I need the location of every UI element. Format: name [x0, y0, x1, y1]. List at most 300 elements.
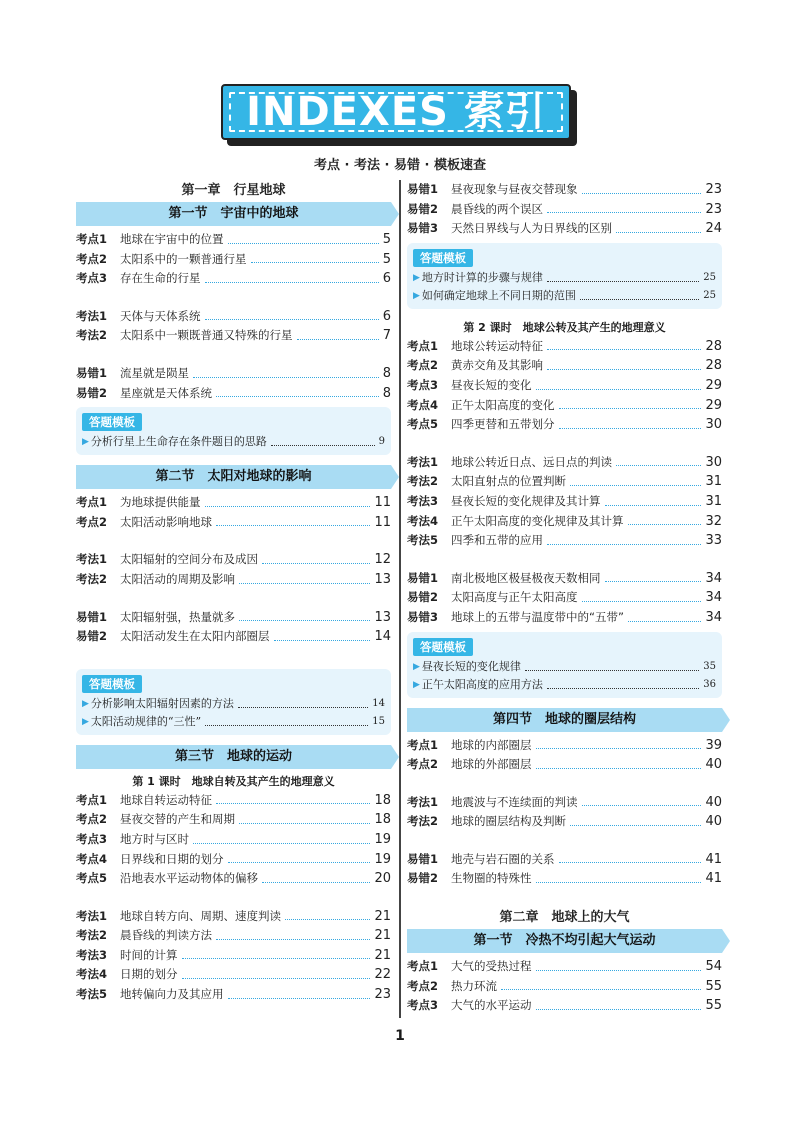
entry-page: 54 — [705, 959, 722, 975]
entry-title: 太阳高度与正午太阳高度 — [451, 590, 578, 605]
entry-title: 为地球提供能量 — [120, 495, 201, 510]
entry-code: 易错3 — [407, 609, 439, 624]
dot-leader — [628, 524, 702, 525]
entry-code: 考法1 — [76, 552, 108, 567]
entry-page: 8 — [382, 385, 391, 401]
dot-leader — [570, 825, 701, 826]
entry-title: 黄赤交角及其影响 — [451, 358, 543, 373]
index-entry[interactable] — [76, 946, 391, 966]
index-entry[interactable] — [76, 869, 391, 889]
entry-page: 6 — [382, 308, 391, 324]
index-entry[interactable] — [407, 588, 722, 608]
spacer — [407, 832, 722, 850]
template-entry[interactable] — [413, 269, 716, 287]
triangle-bullet-icon: ▶ — [82, 716, 89, 727]
index-entry[interactable] — [407, 396, 722, 416]
index-subtitle: 考点 · 考法 · 易错 · 模板速查 — [314, 158, 486, 173]
entry-title: 太阳系中的一颗普通行星 — [120, 251, 247, 266]
index-entry[interactable] — [76, 326, 391, 346]
entry-title: 晨昏线的判读方法 — [120, 928, 212, 943]
index-entry[interactable] — [76, 513, 391, 533]
entry-page: 41 — [705, 871, 722, 887]
dot-leader — [570, 485, 701, 486]
section-heading: 第三节 地球的运动 — [76, 745, 391, 769]
answer-template-box — [407, 632, 722, 698]
entry-code: 考点4 — [407, 397, 439, 412]
entry-code: 考法2 — [76, 571, 108, 586]
dot-leader — [205, 282, 379, 283]
banner-title: INDEXES 索引 — [246, 89, 546, 135]
dot-leader — [536, 882, 702, 883]
entry-code: 考点2 — [407, 358, 439, 373]
entry-page: 23 — [705, 182, 722, 197]
index-entry[interactable] — [407, 608, 722, 628]
entry-page: 28 — [705, 358, 722, 374]
template-entry-title: 太阳活动规律的“三性” — [90, 714, 202, 728]
template-entry[interactable] — [413, 287, 716, 305]
banner-box — [221, 84, 571, 140]
dot-leader — [582, 601, 702, 602]
chapter-heading: 第一章 行星地球 — [181, 183, 286, 198]
index-entry[interactable] — [76, 965, 391, 985]
template-entry-page: 15 — [372, 715, 385, 727]
entry-code: 易错1 — [407, 182, 439, 196]
entry-code: 考点2 — [76, 812, 108, 827]
dot-leader — [580, 299, 699, 300]
entry-title: 沿地表水平运动物体的偏移 — [120, 871, 258, 886]
index-entry[interactable] — [407, 356, 722, 376]
entry-page: 40 — [705, 814, 722, 830]
entry-page: 11 — [374, 514, 391, 530]
dot-leader — [559, 862, 702, 863]
entry-title: 存在生命的行星 — [120, 271, 201, 286]
index-entry[interactable] — [76, 493, 391, 513]
entry-title: 正午太阳高度的变化 — [451, 397, 555, 412]
entry-title: 地壳与岩石圈的关系 — [451, 851, 555, 866]
dot-leader — [536, 768, 702, 769]
index-entry[interactable] — [407, 736, 722, 756]
index-entry[interactable] — [76, 850, 391, 870]
index-entry[interactable] — [407, 996, 722, 1016]
entry-page: 13 — [374, 609, 391, 625]
entry-title: 太阳辐射强，热量就多 — [120, 609, 235, 624]
entry-page: 28 — [705, 338, 722, 354]
dot-leader — [536, 970, 702, 971]
entry-code: 考法1 — [76, 308, 108, 323]
template-entry-title: 昼夜长短的变化规律 — [421, 659, 521, 673]
template-entry-page: 14 — [372, 697, 385, 709]
dot-leader — [216, 939, 370, 940]
entry-title: 太阳活动发生在太阳内部圈层 — [120, 629, 270, 644]
entry-title: 太阳活动的周期及影响 — [120, 571, 235, 586]
spacer — [76, 735, 391, 745]
entry-page: 22 — [374, 967, 391, 983]
entry-title: 昼夜长短的变化规律及其计算 — [451, 493, 601, 508]
index-entry[interactable] — [407, 415, 722, 435]
entry-page: 34 — [705, 570, 722, 586]
spacer — [76, 889, 391, 907]
dot-leader — [547, 369, 701, 370]
dot-leader — [216, 396, 379, 397]
template-entry[interactable] — [413, 658, 716, 676]
index-entry[interactable] — [407, 492, 722, 512]
dot-leader — [228, 998, 371, 999]
triangle-bullet-icon: ▶ — [82, 698, 89, 709]
index-entry[interactable] — [407, 957, 722, 977]
dot-leader — [297, 339, 379, 340]
answer-template-box — [76, 407, 391, 455]
template-entry-title: 正午太阳高度的应用方法 — [421, 677, 543, 691]
entry-page: 55 — [705, 978, 722, 994]
entry-page: 5 — [382, 232, 391, 247]
entry-title: 太阳活动影响地球 — [120, 514, 212, 529]
entry-code: 易错1 — [76, 609, 108, 624]
section-heading: 第四节 地球的圈层结构 — [407, 708, 722, 732]
entry-page: 55 — [705, 998, 722, 1014]
triangle-bullet-icon: ▶ — [413, 679, 420, 690]
entry-page: 29 — [705, 397, 722, 413]
template-entry[interactable] — [82, 713, 385, 731]
entry-code: 考点2 — [407, 978, 439, 993]
answer-template-box — [76, 669, 391, 735]
dot-leader — [547, 212, 701, 213]
template-entry[interactable] — [82, 433, 385, 451]
dot-leader — [239, 620, 370, 621]
entry-page: 29 — [705, 377, 722, 393]
entry-page: 21 — [374, 928, 391, 944]
index-entry[interactable] — [407, 569, 722, 589]
entry-page: 24 — [705, 221, 722, 237]
dot-leader — [216, 803, 370, 804]
index-entry[interactable] — [76, 791, 391, 811]
entry-page: 21 — [374, 908, 391, 924]
template-entry-title: 如何确定地球上不同日期的范围 — [421, 288, 576, 302]
dot-leader — [605, 581, 702, 582]
entry-title: 地球自转运动特征 — [120, 792, 212, 807]
index-entry[interactable] — [407, 812, 722, 832]
entry-page: 40 — [705, 794, 722, 810]
entry-code: 考法5 — [76, 987, 108, 1002]
entry-code: 考法2 — [407, 814, 439, 829]
entry-code: 考点1 — [76, 495, 108, 510]
entry-title: 正午太阳高度的变化规律及其计算 — [451, 513, 624, 528]
entry-page: 31 — [705, 474, 722, 490]
entry-page: 11 — [374, 495, 391, 511]
spacer — [407, 309, 722, 319]
entry-code: 易错2 — [76, 629, 108, 644]
dot-leader — [238, 707, 368, 708]
entry-page: 19 — [374, 851, 391, 867]
entry-page: 5 — [382, 251, 391, 267]
index-entry[interactable] — [407, 531, 722, 551]
entry-page: 7 — [382, 328, 391, 344]
entry-title: 地方时与区时 — [120, 831, 189, 846]
index-entry[interactable] — [407, 180, 722, 200]
entry-title: 太阳直射点的位置判断 — [451, 474, 566, 489]
dot-leader — [216, 525, 370, 526]
dot-leader — [582, 193, 702, 194]
entry-code: 考法1 — [407, 794, 439, 809]
dot-leader — [536, 389, 702, 390]
index-entry[interactable] — [76, 269, 391, 289]
entry-code: 考法3 — [407, 493, 439, 508]
entry-code: 考点1 — [76, 232, 108, 246]
index-entry[interactable] — [76, 985, 391, 1005]
index-entry[interactable] — [407, 219, 722, 239]
entry-page: 13 — [374, 571, 391, 587]
entry-page: 32 — [705, 513, 722, 529]
entry-page: 23 — [705, 201, 722, 217]
entry-title: 昼夜现象与昼夜交替现象 — [451, 182, 578, 196]
entry-page: 18 — [374, 792, 391, 808]
entry-code: 易错1 — [407, 570, 439, 585]
entry-page: 40 — [705, 757, 722, 773]
template-entry-page: 35 — [703, 660, 716, 672]
section-heading: 第二节 太阳对地球的影响 — [76, 465, 391, 489]
entry-code: 考法2 — [76, 928, 108, 943]
spacer — [76, 455, 391, 465]
entry-title: 地震波与不连续面的判读 — [451, 794, 578, 809]
spacer — [407, 698, 722, 708]
entry-code: 考点5 — [407, 417, 439, 432]
entry-title: 地球公转近日点、远日点的判读 — [451, 454, 612, 469]
dot-leader — [228, 243, 379, 244]
entry-code: 考法2 — [407, 474, 439, 489]
entry-code: 考法1 — [407, 454, 439, 469]
dot-leader — [547, 544, 701, 545]
dot-leader — [205, 506, 371, 507]
template-entry-page: 9 — [378, 436, 385, 448]
entry-page: 18 — [374, 812, 391, 828]
page-number: 1 — [395, 1028, 405, 1044]
entry-code: 易错2 — [407, 590, 439, 605]
index-entry[interactable] — [76, 627, 391, 647]
entry-code: 考点1 — [407, 338, 439, 353]
spacer — [407, 435, 722, 453]
entry-code: 考法2 — [76, 328, 108, 343]
entry-title: 昼夜长短的变化 — [451, 377, 532, 392]
triangle-bullet-icon: ▶ — [82, 437, 89, 448]
entry-code: 考法3 — [76, 947, 108, 962]
entry-title: 四季和五带的应用 — [451, 533, 543, 548]
entry-code: 考点2 — [76, 514, 108, 529]
entry-title: 太阳辐射的空间分布及成因 — [120, 552, 258, 567]
index-banner — [221, 84, 579, 148]
dot-leader — [501, 989, 701, 990]
entry-code: 考点1 — [407, 959, 439, 974]
index-entry[interactable] — [76, 810, 391, 830]
entry-page: 23 — [374, 987, 391, 1003]
index-entry[interactable] — [407, 977, 722, 997]
dot-leader — [605, 505, 702, 506]
dot-leader — [205, 725, 368, 726]
left-column — [76, 180, 391, 1005]
entry-code: 考点3 — [407, 998, 439, 1013]
entry-code: 考点2 — [76, 251, 108, 266]
dot-leader — [205, 319, 379, 320]
answer-template-tag: 答题模板 — [413, 638, 473, 656]
entry-page: 19 — [374, 831, 391, 847]
index-entry[interactable] — [76, 830, 391, 850]
entry-page: 21 — [374, 947, 391, 963]
index-entry[interactable] — [76, 608, 391, 628]
index-entry[interactable] — [76, 230, 391, 250]
index-entry[interactable] — [407, 512, 722, 532]
entry-title: 太阳系中一颗既普通又特殊的行星 — [120, 328, 293, 343]
section-heading: 第一节 宇宙中的地球 — [76, 202, 391, 226]
triangle-bullet-icon: ▶ — [413, 272, 420, 283]
entry-code: 考点2 — [407, 757, 439, 772]
spacer — [407, 551, 722, 569]
dot-leader — [628, 621, 702, 622]
entry-title: 时间的计算 — [120, 947, 178, 962]
dot-leader — [582, 805, 702, 806]
spacer — [76, 532, 391, 550]
index-entry[interactable] — [407, 376, 722, 396]
entry-code: 易错2 — [407, 201, 439, 216]
entry-title: 地球公转运动特征 — [451, 338, 543, 353]
entry-code: 考点3 — [407, 377, 439, 392]
entry-title: 四季更替和五带划分 — [451, 417, 555, 432]
dot-leader — [525, 670, 699, 671]
entry-title: 热力环流 — [451, 978, 497, 993]
entry-title: 地球自转方向、周期、速度判读 — [120, 908, 281, 923]
entry-title: 大气的受热过程 — [451, 959, 532, 974]
index-entry[interactable] — [407, 453, 722, 473]
entry-code: 易错2 — [407, 871, 439, 886]
dot-leader — [559, 408, 702, 409]
entry-page: 30 — [705, 417, 722, 433]
dot-leader — [274, 640, 371, 641]
entry-page: 39 — [705, 737, 722, 753]
spacer — [407, 775, 722, 793]
dot-leader — [616, 465, 701, 466]
dot-leader — [616, 232, 701, 233]
dot-leader — [536, 748, 702, 749]
entry-code: 考点1 — [407, 737, 439, 752]
section-heading: 第一节 冷热不均引起大气运动 — [407, 929, 722, 953]
entry-page: 34 — [705, 609, 722, 625]
dot-leader — [239, 823, 370, 824]
entry-title: 日期的划分 — [120, 967, 178, 982]
template-entry-page: 36 — [703, 678, 716, 690]
index-entry[interactable] — [407, 337, 722, 357]
template-entry[interactable] — [82, 695, 385, 713]
template-entry-title: 地方时计算的步骤与规律 — [421, 270, 543, 284]
chapter-heading: 第二章 地球上的大气 — [499, 910, 630, 926]
dot-leader — [228, 862, 371, 863]
answer-template-tag: 答题模板 — [82, 675, 142, 693]
entry-title: 生物圈的特殊性 — [451, 871, 532, 886]
entry-title: 天然日界线与人为日界线的区别 — [451, 221, 612, 236]
index-entry[interactable] — [407, 200, 722, 220]
entry-code: 易错1 — [407, 851, 439, 866]
entry-code: 考点3 — [76, 831, 108, 846]
entry-code: 考点3 — [76, 271, 108, 286]
entry-code: 考点4 — [76, 851, 108, 866]
dot-leader — [271, 445, 375, 446]
entry-title: 地球的内部圈层 — [451, 737, 532, 752]
entry-title: 日界线和日期的划分 — [120, 851, 224, 866]
entry-code: 考法4 — [407, 513, 439, 528]
dot-leader — [547, 688, 699, 689]
index-entry[interactable] — [407, 793, 722, 813]
index-entry[interactable] — [76, 907, 391, 927]
entry-code: 考法4 — [76, 967, 108, 982]
template-entry-title: 分析行星上生命存在条件题目的思路 — [90, 435, 267, 449]
template-entry[interactable] — [413, 676, 716, 694]
entry-title: 地转偏向力及其应用 — [120, 987, 224, 1002]
dot-leader — [262, 882, 370, 883]
entry-title: 流星就是陨星 — [120, 365, 189, 380]
dot-leader — [193, 377, 379, 378]
lesson-heading: 第 2 课时 地球公转及其产生的地理意义 — [463, 320, 666, 334]
entry-title: 晨昏线的两个误区 — [451, 201, 543, 216]
entry-code: 易错1 — [76, 365, 108, 380]
dot-leader — [251, 262, 379, 263]
spacer — [76, 289, 391, 307]
entry-page: 6 — [382, 271, 391, 287]
index-entry[interactable] — [76, 364, 391, 384]
entry-page: 41 — [705, 851, 722, 867]
entry-page: 12 — [374, 552, 391, 568]
dot-leader — [182, 958, 371, 959]
answer-template-box — [407, 243, 722, 309]
template-entry-page: 25 — [703, 271, 716, 283]
index-entry[interactable] — [407, 869, 722, 889]
index-entry[interactable] — [407, 472, 722, 492]
entry-title: 地球上的五带与温度带中的“五带” — [451, 609, 624, 624]
entry-title: 地球的圈层结构及判断 — [451, 814, 566, 829]
spacer — [76, 590, 391, 608]
spacer — [76, 346, 391, 364]
answer-template-tag: 答题模板 — [82, 413, 142, 431]
entry-title: 天体与天体系统 — [120, 308, 201, 323]
entry-title: 南北极地区极昼极夜天数相同 — [451, 570, 601, 585]
entry-code: 考法5 — [407, 533, 439, 548]
index-entry[interactable] — [76, 550, 391, 570]
index-entry[interactable] — [76, 250, 391, 270]
entry-title: 大气的水平运动 — [451, 998, 532, 1013]
index-entry[interactable] — [76, 570, 391, 590]
dot-leader — [193, 843, 370, 844]
index-entry[interactable] — [407, 850, 722, 870]
entry-title: 地球的外部圈层 — [451, 757, 532, 772]
index-entry[interactable] — [76, 926, 391, 946]
template-entry-title: 分析影响太阳辐射因素的方法 — [90, 696, 234, 710]
triangle-bullet-icon: ▶ — [413, 290, 420, 301]
answer-template-tag: 答题模板 — [413, 249, 473, 267]
entry-page: 14 — [374, 629, 391, 645]
spacer — [76, 647, 391, 665]
entry-page: 33 — [705, 533, 722, 549]
spacer — [407, 889, 722, 907]
dot-leader — [262, 563, 370, 564]
dot-leader — [239, 583, 370, 584]
entry-title: 地球在宇宙中的位置 — [120, 232, 224, 246]
index-entry[interactable] — [407, 755, 722, 775]
entry-code: 考点5 — [76, 871, 108, 886]
dot-leader — [536, 1009, 702, 1010]
index-entry[interactable] — [76, 384, 391, 404]
index-entry[interactable] — [76, 307, 391, 327]
entry-code: 考点1 — [76, 792, 108, 807]
entry-title: 星座就是天体系统 — [120, 385, 212, 400]
column-divider — [399, 180, 401, 1018]
dot-leader — [182, 978, 371, 979]
lesson-heading: 第 1 课时 地球自转及其产生的地理意义 — [132, 774, 335, 788]
triangle-bullet-icon: ▶ — [413, 661, 420, 672]
